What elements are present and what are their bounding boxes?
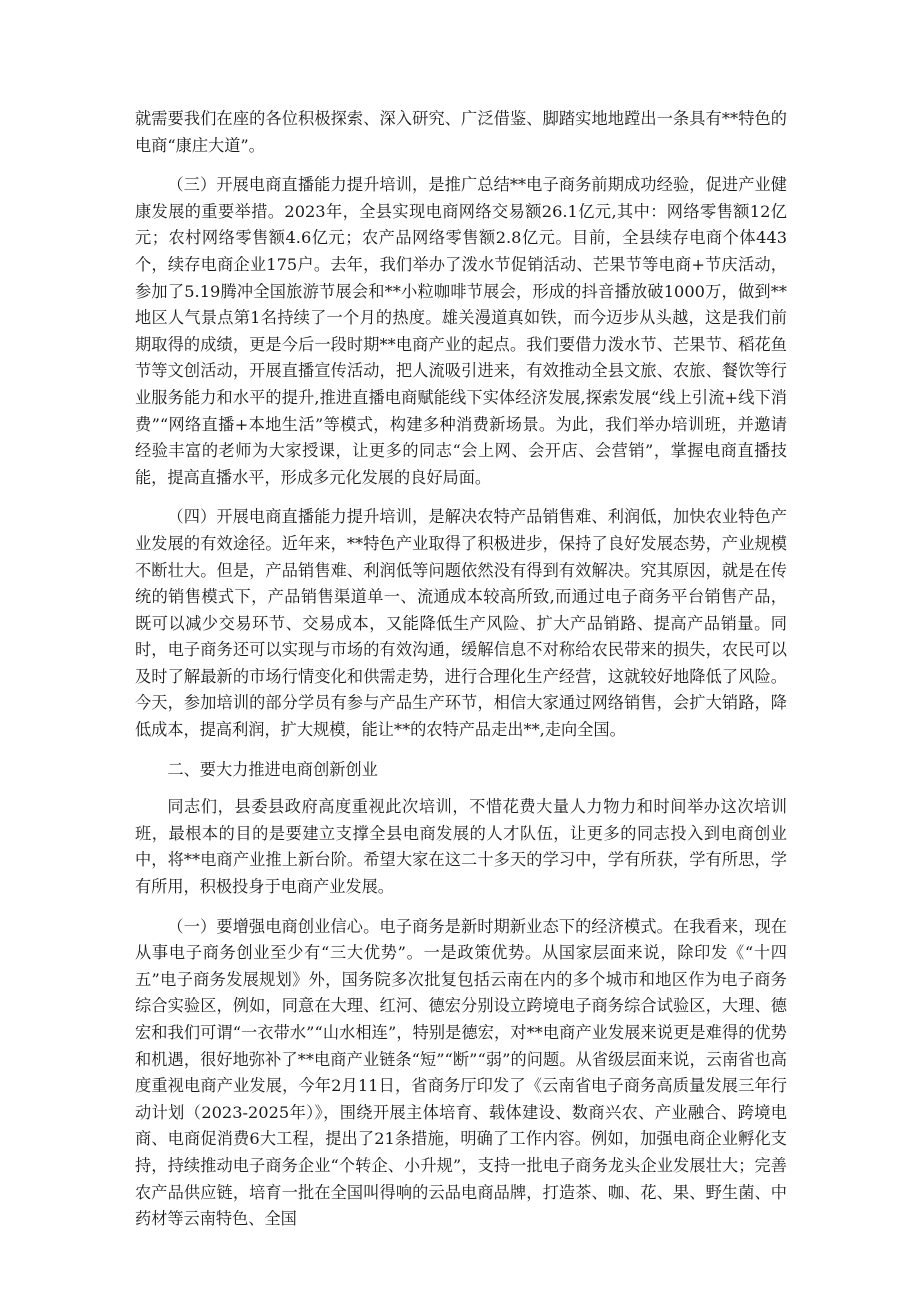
section-heading-2: 二、要大力推进电商创新创业 [167,759,378,779]
paragraph-comrades: 同志们，县委县政府高度重视此次培训，不惜花费大量人力物力和时间举办这次培训班，最根本的目的是要建立支撑全县电商发展的人才队伍，让更多的同志投入到电商创业中，将**电商产业推上新台阶。希望大家在这二十多天的学习中，学有所获，学有所思，学有所用，积极投身于电商产业发展。 [135,797,787,897]
paragraph-section-3: （三）开展电商直播能力提升培训，是推广总结**电子商务前期成功经验，促进产业健康发展的重要举措。2023年，全县实现电商网络交易额26.1亿元,其中：网络零售额12亿元；农村网络零售额4.6亿元；农产品网络零售额2.8亿元。目前，全县续存电商个体443个，续存电商企业175户。去年，我们举办了泼水节促销活动、芒果节等电商+节庆活动，参加了5.19腾冲全国旅游节展会和**小粒咖啡节展会，形成的抖音播放破1000万，做到**地区人气景点第1名持续了一个月的热度。雄关漫道真如铁，而今迈步从头越，这是我们前期取得的成绩，更是今后一段时期**电商产业的起点。我们要借力泼水节、芒果节、稻花鱼节等文创活动，开展直播宣传活动，把人流吸引进来，有效推动全县文旅、农旅、餐饮等行业服务能力和水平的提升,推进直播电商赋能线下实体经济发展,探索发展“线上引流+线下消费”“网络直播+本地生活”等模式，构建多种消费新场景。为此，我们举办培训班，并邀请经验丰富的老师为大家授课，让更多的同志“会上网、会开店、会营销”，掌握电商直播技能，提高直播水平，形成多元化发展的良好局面。 [135,175,787,487]
document-body [135,106,787,1246]
paragraph-section-4: （四）开展电商直播能力提升培训，是解决农特产品销售难、利润低，加快农业特色产业发展的有效途径。近年来，**特色产业取得了积极进步，保持了良好发展态势，产业规模不断壮大。但是，产品销售难、利润低等问题依然没有得到有效解决。究其原因，就是在传统的销售模式下，产品销售渠道单一、流通成本较高所致,而通过电子商务平台销售产品，既可以减少交易环节、交易成本，又能降低生产风险、扩大产品销路、提高产品销量。同时，电子商务还可以实现与市场的有效沟通，缓解信息不对称给农民带来的损失，农民可以及时了解最新的市场行情变化和供需走势，进行合理化生产经营，这就较好地降低了风险。今天，参加培训的部分学员有参与产品生产环节，相信大家通过网络销售，会扩大销路，降低成本，提高利润，扩大规模，能让**的农特产品走出**,走向全国。 [135,507,787,740]
paragraph-subsection-1: （一）要增强电商创业信心。电子商务是新时期新业态下的经济模式。在我看来，现在从事电子商务创业至少有“三大优势”。一是政策优势。从国家层面来说，除印发《“十四五”电子商务发展规划》外，国务院多次批复包括云南在内的多个城市和地区作为电子商务综合实验区，例如，同意在大理、红河、德宏分别设立跨境电子商务综合试验区，大理、德宏和我们可谓“一衣带水”“山水相连”，特别是德宏，对**电商产业发展来说更是难得的优势和机遇，很好地弥补了**电商产业链条“短”“断”“弱”的问题。从省级层面来说，云南省也高度重视电商产业发展，今年2月11日，省商务厅印发了《云南省电子商务高质量发展三年行动计划（2023-2025年）》，围绕开展主体培育、载体建设、数商兴农、产业融合、跨境电商、电商促消费6大工程，提出了21条措施，明确了工作内容。例如，加强电商企业孵化支持，持续推动电子商务企业“个转企、小升规”，支持一批电子商务龙头企业发展壮大；完善农产品供应链，培育一批在全国叫得响的云品电商品牌，打造茶、咖、花、果、野生菌、中药材等云南特色、全国 [135,916,787,1229]
paragraph-continuation: 就需要我们在座的各位积极探索、深入研究、广泛借鉴、脚踏实地地蹚出一条具有**特色的电商“康庄大道”。 [135,109,787,155]
